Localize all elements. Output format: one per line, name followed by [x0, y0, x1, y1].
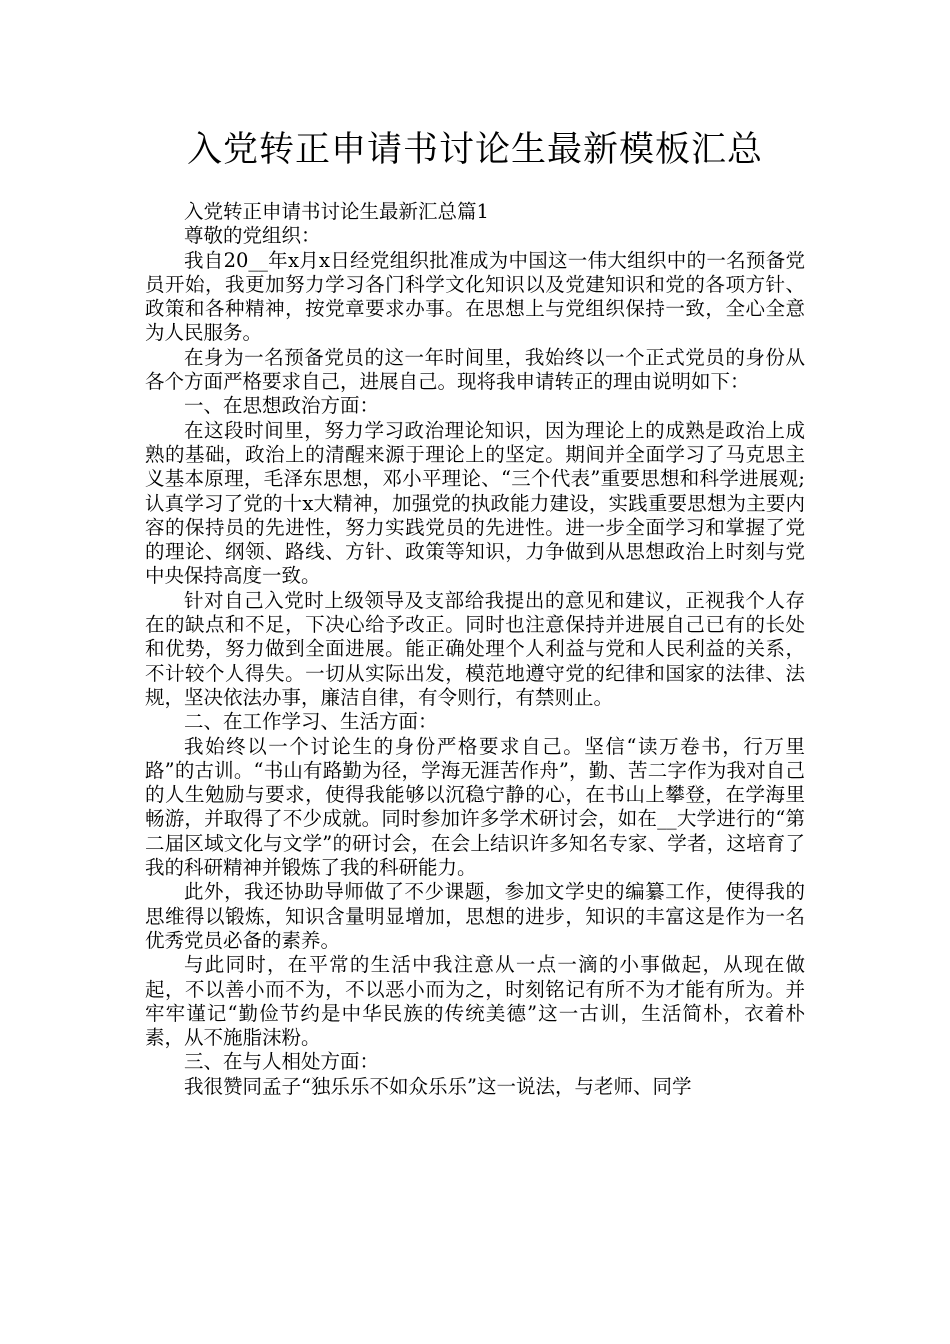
- paragraph-daily-life: 与此同时，在平常的生活中我注意从一点一滴的小事做起，从现在做起，不以善小而不为，不以恶小而为之，时刻铭记有所不为才能有所为。并牢牢谨记“勤俭节约是中华民族的传统美德”这一古训，生活简朴，衣着朴素，从不施脂沫粉。: [145, 953, 805, 1050]
- document-title: 入党转正申请书讨论生最新模板汇总: [186, 130, 763, 170]
- paragraph-advisor-work: 此外，我还协助导师做了不少课题，参加文学史的编纂工作，使得我的思维得以锻炼，知识含量明显增加，思想的进步，知识的丰富这是作为一名优秀党员必备的素养。: [145, 880, 805, 952]
- paragraph-reason-intro: 在身为一名预备党员的这一年时间里，我始终以一个正式党员的身份从各个方面严格要求自己，进展自己。现将我申请转正的理由说明如下：: [145, 345, 805, 394]
- salutation: 尊敬的党组织：: [184, 224, 321, 248]
- document-body: [145, 200, 805, 1099]
- paragraph-political-study: 在这段时间里，努力学习政治理论知识，因为理论上的成熟是政治上成熟的基础，政治上的清醒来源于理论上的坚定。期间并全面学习了马克思主义基本原理，毛泽东思想，邓小平理论、“三个代表”重要思想和科学进展观;认真学习了党的十x大精神，加强党的执政能力建设，实践重要思想为主要内容的保持员的先进性，努力实践党员的先进性。进一步全面学习和掌握了党的理论、纲领、路线、方针、政策等知识，力争做到从思想政治上时刻与党中央保持高度一致。: [145, 418, 805, 588]
- section-heading-political: 一、在思想政治方面：: [184, 394, 380, 418]
- paragraph-intro: 我自20__年x月x日经党组织批准成为中国这一伟大组织中的一名预备党员开始，我更加努力学习各门科学文化知识以及党建知识和党的各项方针、政策和各种精神，按党章要求办事。在思想上与党组织保持一致，全心全意为人民服务。: [145, 248, 805, 345]
- section-heading-relations: 三、在与人相处方面：: [184, 1050, 380, 1074]
- paragraph-relations: 我很赞同孟子“独乐乐不如众乐乐”这一说法，与老师、同学: [184, 1074, 692, 1098]
- paragraph-research: 我始终以一个讨论生的身份严格要求自己。坚信“读万卷书，行万里路”的古训。“书山有路勤为径，学海无涯苦作舟”，勤、苦二字作为我对自己的人生勉励与要求，使得我能够以沉稳宁静的心，在书山上攀登，在学海里畅游，并取得了不少成就。同时参加许多学术研讨会，如在__大学进行的“第二届区域文化与文学”的研讨会，在会上结识许多知名专家、学者，这培育了我的科研精神并锻炼了我的科研能力。: [145, 734, 805, 880]
- section-heading-part1: 入党转正申请书讨论生最新汇总篇1: [184, 200, 489, 223]
- paragraph-self-improvement: 针对自己入党时上级领导及支部给我提出的意见和建议，正视我个人存在的缺点和不足，下决心给予改正。同时也注意保持并进展自己已有的长处和优势，努力做到全面进展。能正确处理个人利益与党和人民利益的关系，不计较个人得失。一切从实际出发，模范地遵守党的纪律和国家的法律、法规，坚决依法办事，廉洁自律，有令则行，有禁则止。: [145, 588, 805, 709]
- section-heading-work-study: 二、在工作学习、生活方面：: [184, 710, 438, 734]
